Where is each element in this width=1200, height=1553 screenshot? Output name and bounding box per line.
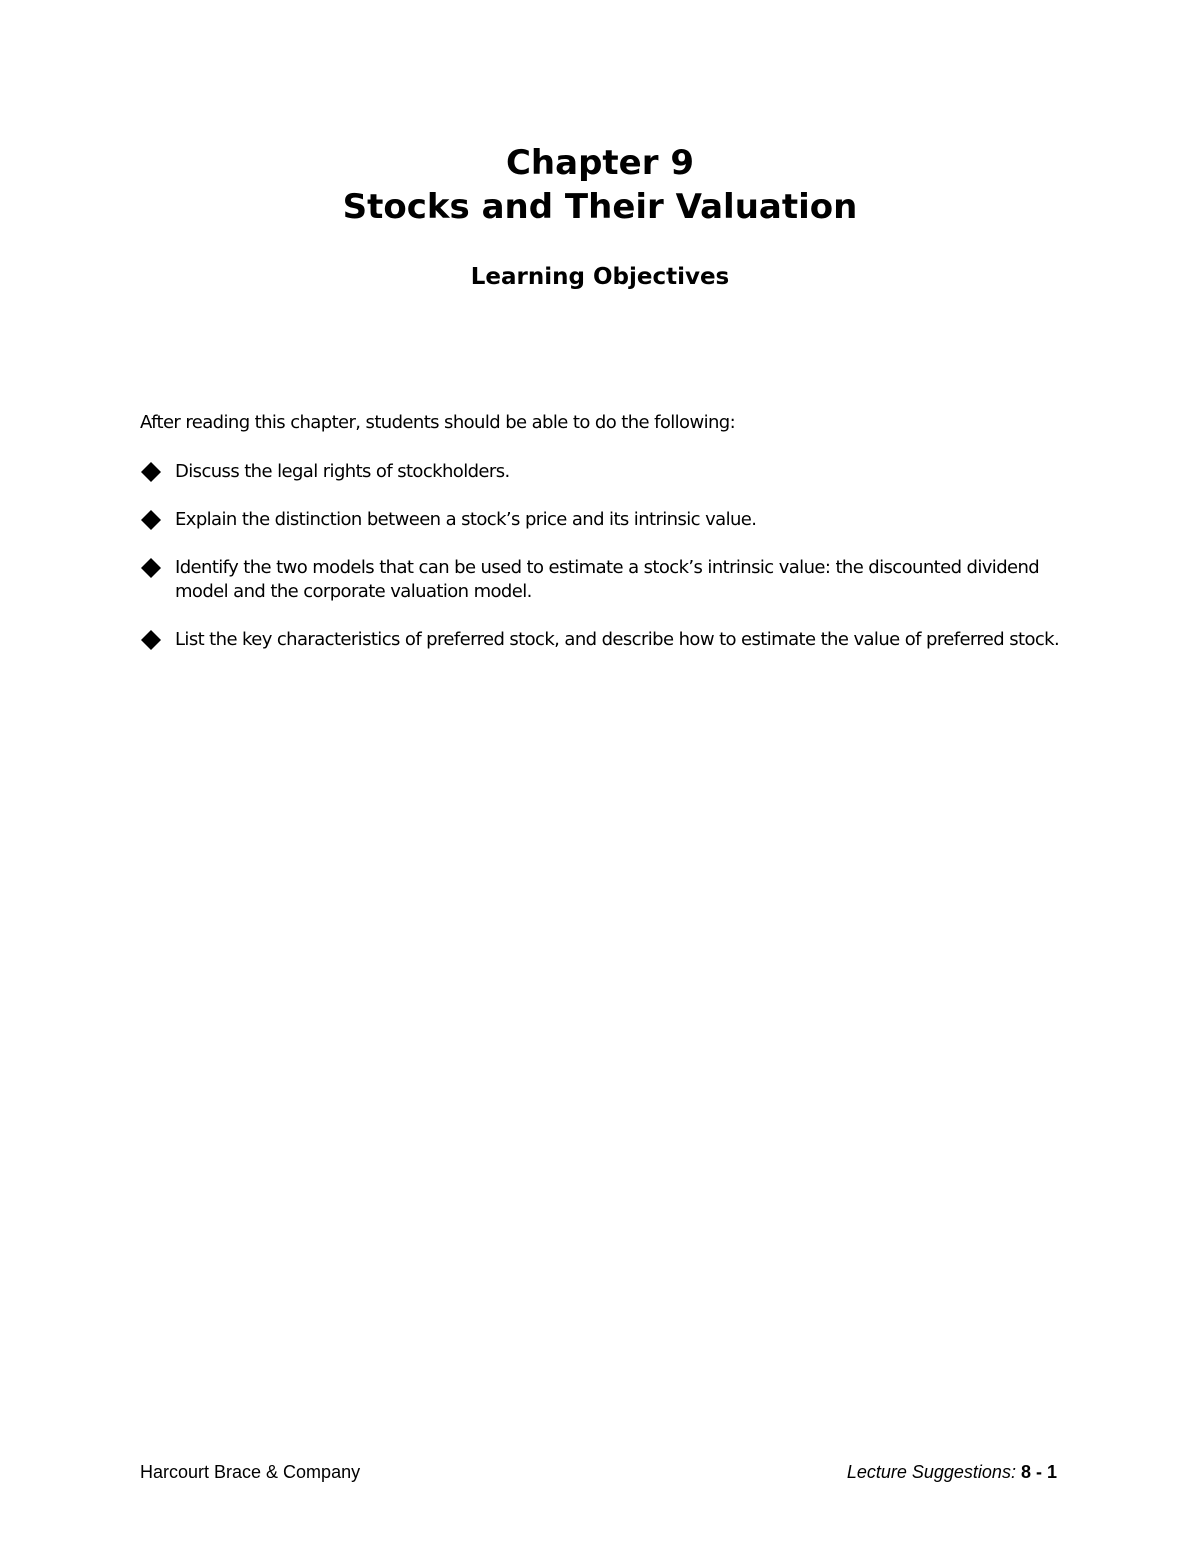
diamond-bullet-icon	[140, 557, 162, 579]
diamond-bullet-icon	[140, 629, 162, 651]
page-number: 8 - 1	[1020, 1462, 1057, 1482]
objective-text: List the key characteristics of preferred stock, and describe how to estimate the value of preferred stock.	[175, 629, 1060, 650]
objective-text: Explain the distinction between a stock’s price and its intrinsic value.	[175, 509, 757, 530]
footer-section-label: Lecture Suggestions:	[846, 1462, 1016, 1482]
diamond-bullet-icon	[140, 509, 162, 531]
footer-page-info	[847, 1461, 1057, 1483]
objective-item	[140, 508, 1060, 532]
objective-item	[140, 460, 1060, 484]
footer-publisher: Harcourt Brace & Company	[140, 1462, 361, 1482]
learning-objectives-list	[140, 460, 1060, 676]
diamond-bullet-icon	[140, 461, 162, 483]
objective-item	[140, 628, 1060, 652]
objective-text: Discuss the legal rights of stockholders.	[175, 461, 510, 482]
intro-paragraph: After reading this chapter, students should be able to do the following:	[140, 412, 736, 433]
objective-text: Identify the two models that can be used to estimate a stock’s intrinsic value: the discounted dividend model and the corporate valuation model.	[175, 557, 1040, 602]
section-title: Learning Objectives	[470, 264, 730, 290]
chapter-title: Stocks and Their Valuation	[342, 187, 858, 227]
chapter-label: Chapter 9	[505, 143, 694, 183]
objective-item	[140, 556, 1060, 604]
